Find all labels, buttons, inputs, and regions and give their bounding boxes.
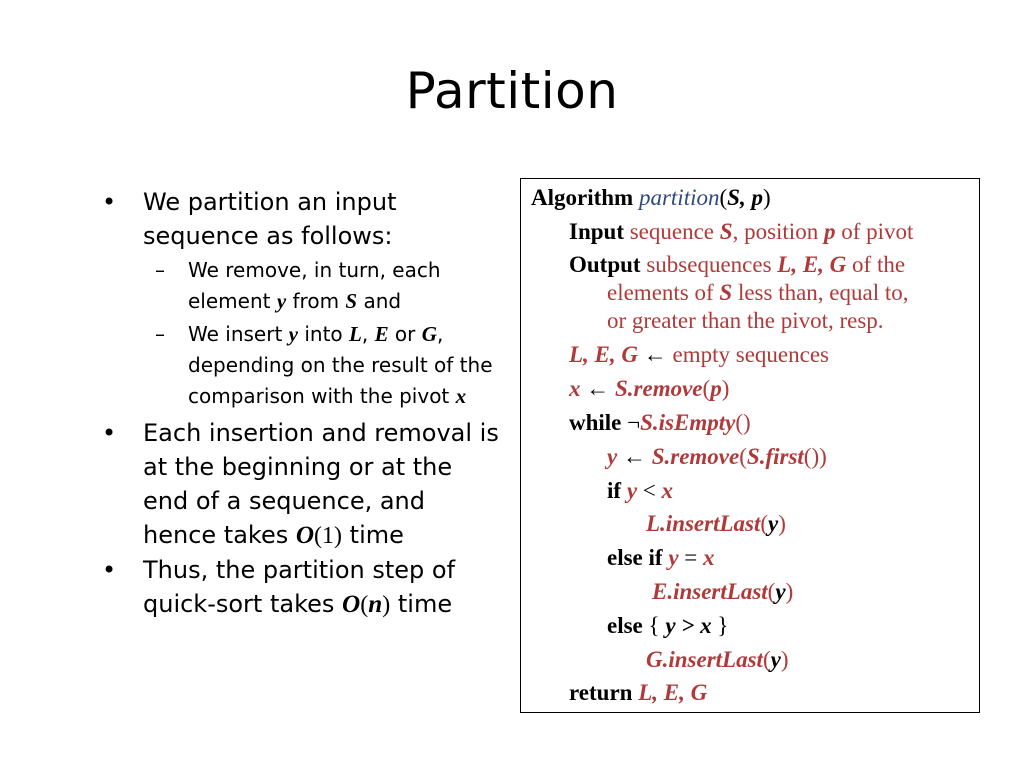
- algo-line-output: [569, 252, 905, 278]
- big-o-arg: (1): [314, 523, 343, 549]
- algo-text: of the: [846, 252, 906, 277]
- bullet-text: time: [342, 521, 404, 549]
- var-x: x: [703, 545, 715, 570]
- var-S: S: [719, 280, 733, 305]
- keyword-output: Output: [569, 252, 641, 277]
- algo-text: , position: [732, 219, 824, 244]
- brace: }: [711, 613, 729, 638]
- paren-close: ): [382, 592, 391, 618]
- sub-text: ,: [361, 322, 375, 346]
- vars-LEG: L, E, G: [569, 342, 638, 367]
- algo-line-insert-L: [646, 511, 786, 537]
- sub-bullet-dash: –: [155, 322, 165, 346]
- bullet-item-2: [100, 416, 500, 553]
- var-y: y: [276, 289, 287, 313]
- algo-line-init: [569, 342, 829, 368]
- var-p: p: [710, 376, 722, 401]
- paren: (: [760, 511, 769, 536]
- algo-text: subsequences: [640, 252, 778, 277]
- algo-line-insert-E: [652, 579, 793, 605]
- paren: ()): [803, 444, 827, 469]
- big-o: O: [342, 591, 361, 618]
- algo-line-output-cont2: [607, 308, 884, 334]
- sub-list-item: [100, 255, 500, 412]
- method-call: S.remove: [651, 444, 740, 469]
- sub-bullet-1: [100, 255, 500, 317]
- operator: <: [637, 478, 662, 503]
- vars-LEG: L, E, G: [777, 252, 847, 277]
- paren: (: [767, 579, 776, 604]
- algo-line-input: [569, 219, 913, 245]
- algo-line-else-if: [607, 545, 715, 571]
- sub-bullet-2: [100, 319, 500, 412]
- function-name: partition: [638, 185, 720, 210]
- algo-line-if: [607, 478, 673, 504]
- bullet-item-3: [100, 553, 500, 622]
- method-call: E.insertLast: [652, 579, 768, 604]
- keyword-return: return: [569, 680, 633, 705]
- bullet-dot: •: [102, 556, 117, 584]
- assign-arrow: ←: [586, 376, 610, 401]
- sub-bullet-dash: –: [155, 258, 165, 282]
- sub-text: We remove, in turn, each element: [188, 258, 441, 313]
- comment-condition: y > x: [665, 613, 712, 638]
- algo-text: elements of: [607, 280, 720, 305]
- bullet-text: We partition an input sequence as follows:: [143, 188, 397, 250]
- paren: ): [785, 579, 794, 604]
- algo-line-else: [607, 613, 728, 639]
- keyword-else: else: [607, 613, 643, 638]
- algo-line-output-cont1: [607, 280, 909, 306]
- sub-bullet-list: [100, 255, 500, 412]
- var-y: y: [768, 511, 779, 536]
- paren: (: [762, 647, 771, 672]
- vars-LEG: L, E, G: [638, 680, 708, 705]
- algo-text: sequence: [623, 219, 720, 244]
- algo-line-remove-pivot: [569, 376, 729, 402]
- method-call: S.isEmpty: [640, 410, 736, 435]
- keyword-input: Input: [569, 219, 624, 244]
- paren: ): [721, 376, 730, 401]
- bullet-text: time: [390, 590, 453, 618]
- sub-text: and: [357, 289, 402, 313]
- sub-text: , depending on the result of the comparison with the pivot: [188, 322, 493, 408]
- assign-arrow: ←: [643, 342, 667, 367]
- bullet-text: Each insertion and removal is at the beginning or at the end of a sequence, and hence takes: [143, 419, 499, 549]
- bullet-dot: •: [102, 188, 117, 216]
- sub-text: We insert: [188, 322, 289, 346]
- method-call: S.first: [746, 444, 804, 469]
- var-y: y: [626, 478, 638, 503]
- algo-line-while: [569, 410, 751, 436]
- big-o: O: [295, 522, 315, 549]
- var-y: y: [288, 322, 298, 346]
- sub-text: into: [297, 322, 350, 346]
- assign-arrow: ←: [622, 444, 646, 469]
- bullet-list: [100, 185, 500, 622]
- var-n: n: [368, 591, 383, 618]
- slide-title: Partition: [405, 62, 619, 120]
- algo-text: less than, equal to,: [732, 280, 909, 305]
- operator: =: [678, 545, 704, 570]
- var-y: y: [668, 545, 679, 570]
- var-x: x: [455, 384, 467, 408]
- algo-line-header: [531, 185, 771, 211]
- algo-text: of pivot: [835, 219, 914, 244]
- algo-text: or greater than the pivot, resp.: [607, 308, 884, 333]
- var-G: G: [421, 322, 437, 346]
- sub-text: or: [388, 322, 422, 346]
- bullet-dot: •: [102, 419, 117, 447]
- method-call: G.insertLast: [646, 647, 763, 672]
- paren-open: (: [360, 592, 369, 618]
- algo-line-return: [569, 680, 707, 706]
- function-args: S, p: [727, 185, 763, 210]
- bullet-text: Thus, the partition step of quick-sort takes: [143, 556, 456, 618]
- keyword-if: if: [607, 478, 622, 503]
- not-symbol: ¬: [627, 410, 641, 435]
- var-p: p: [823, 219, 836, 244]
- algo-line-remove-first: [607, 444, 827, 470]
- var-x: x: [569, 376, 581, 401]
- algo-line-insert-G: [646, 647, 789, 673]
- var-S: S: [345, 289, 358, 313]
- method-call: L.insertLast: [646, 511, 761, 536]
- keyword-algorithm: Algorithm: [531, 185, 634, 210]
- paren: (: [739, 444, 747, 469]
- var-y: y: [607, 444, 618, 469]
- algo-text: empty sequences: [666, 342, 829, 367]
- var-y: y: [770, 647, 781, 672]
- paren: (): [735, 410, 751, 435]
- var-E: E: [374, 322, 389, 346]
- brace: {: [648, 613, 666, 638]
- paren: ): [780, 647, 789, 672]
- paren: ): [778, 511, 786, 536]
- var-y: y: [775, 579, 786, 604]
- algorithm-box: [520, 178, 980, 713]
- var-L: L: [349, 322, 362, 346]
- sub-text: from: [286, 289, 346, 313]
- bullet-item-1: [100, 185, 500, 253]
- method-call: S.remove: [615, 376, 703, 401]
- var-S: S: [719, 219, 733, 244]
- keyword-while: while: [569, 410, 622, 435]
- var-x: x: [661, 478, 674, 503]
- paren: (: [702, 376, 711, 401]
- paren: ): [762, 185, 771, 210]
- keyword-else-if: else if: [607, 545, 663, 570]
- paren: (: [719, 185, 728, 210]
